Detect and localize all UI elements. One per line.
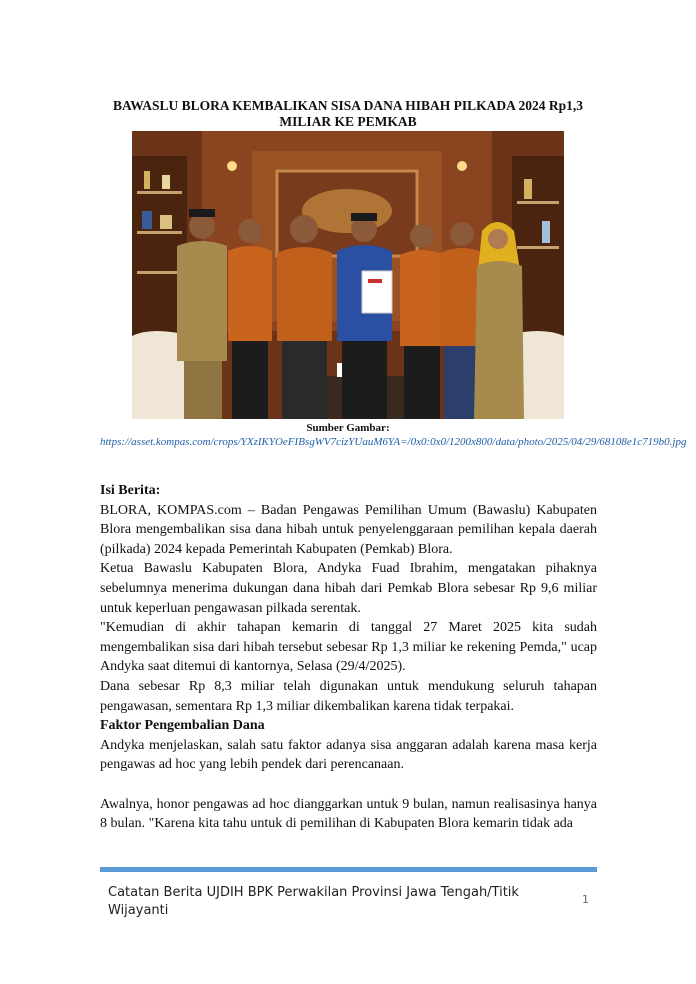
paragraph-4: Dana sebesar Rp 8,3 miliar telah digunakan untuk mendukung seluruh tahapan pengawasan, sementara Rp 1,3 miliar dikembalikan karena tidak terpakai.: [100, 678, 597, 714]
paragraph-6: Awalnya, honor pengawas ad hoc dianggarkan untuk 9 bulan, namun realisasinya hanya 8 bulan. "Karena kita tahu untuk di pemilihan di Kabupaten Blora kemarin tidak ada: [100, 796, 597, 832]
paragraph-3: "Kemudian di akhir tahapan kemarin di tanggal 27 Maret 2025 kita sudah mengembalikan sisa dari hibah tersebut sebesar Rp 1,3 miliar ke rekening Pemda," ucap Andyka saat ditemui di kantornya, Selasa (29/4/2025).: [100, 620, 597, 675]
paragraph-2: Ketua Bawaslu Kabupaten Blora, Andyka Fuad Ibrahim, mengatakan pihaknya sebelumnya menerima dukungan dana hibah dari Pemkab Blora sebesar Rp 9,6 miliar untuk keperluan pengawasan pilkada serentak.: [100, 561, 597, 616]
footer-text: Catatan Berita UJDIH BPK Perwakilan Provinsi Jawa Tengah/Titik Wijayanti: [108, 885, 519, 918]
image-caption: Sumber Gambar: https://asset.kompas.com/crops/YXzIKYOeFIBsgWV7cizYUauM6YA=/0x0:0x0/1200x800/data/photo/2025/04/29/68108e1c719b0.jpg: [100, 422, 687, 448]
paragraph-5: Andyka menjelaskan, salah satu faktor adanya sisa anggaran adalah karena masa kerja pengawas ad hoc yang lebih pendek dari perencanaan.: [100, 737, 597, 773]
page-number: 1: [582, 893, 589, 906]
content-heading: Isi Berita:: [100, 483, 161, 498]
caption-label: Sumber Gambar: [306, 422, 386, 434]
section-subheading: Faktor Pengembalian Dana: [100, 718, 265, 734]
footer-divider: [100, 867, 597, 872]
group-photo-illustration: [132, 131, 564, 419]
article-body: [100, 481, 597, 834]
page-title: BAWASLU BLORA KEMBALIKAN SISA DANA HIBAH PILKADA 2024 Rp1,3 MILIAR KE PEMKAB: [113, 98, 583, 129]
paragraph-1: BLORA, KOMPAS.com – Badan Pengawas Pemilihan Umum (Bawaslu) Kabupaten Blora mengembalikan sisa dana hibah untuk penyelenggaraan pemilihan kepala daerah (pilkada) 2024 kepada Pemerintah Kabupaten (Pemkab) Blora.: [100, 502, 597, 557]
caption-url[interactable]: https://asset.kompas.com/crops/YXzIKYOeFIBsgWV7cizYUauM6YA=/0x0:0x0/1200x800/data/photo/2025/04/29/68108e1c719b0.jpg: [100, 435, 687, 448]
news-photo: [132, 131, 564, 419]
